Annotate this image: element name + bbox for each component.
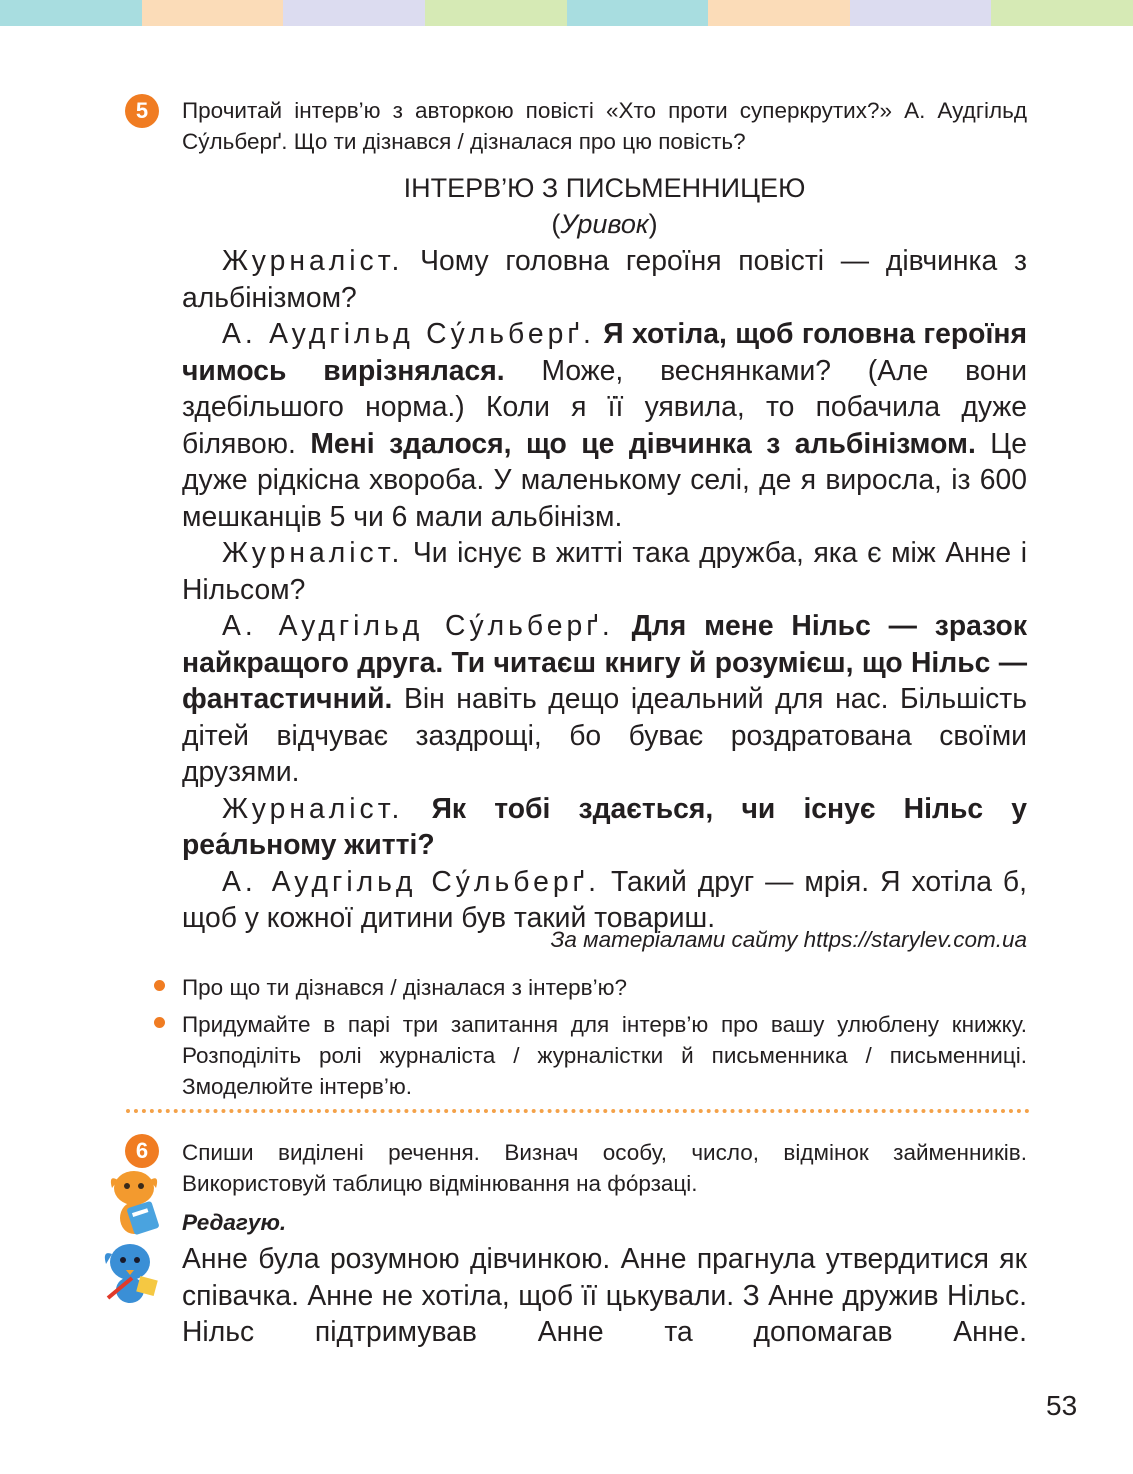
paragraph-text: Чому головна героїня повісті — дівчинка з альбінізмом? xyxy=(182,244,1027,313)
task-5-number-badge: 5 xyxy=(125,94,159,128)
list-item-text: Про що ти дізнався / дізналася з інтерв’ю? xyxy=(182,975,627,1000)
interview-title: ІНТЕРВ’Ю З ПИСЬМЕННИЦЕЮ xyxy=(403,173,806,203)
edit-exercise-text: Анне була розумною дівчинкою. Анне прагнула утвердитися як співачка. Анне не хотіла, щоб її цькували. З Анне дружив Нільс. Нільс підтримував Анне та допомагав Анне. xyxy=(182,1242,1027,1347)
top-color-bar xyxy=(0,0,1133,26)
top-bar-segment xyxy=(850,0,992,26)
subtitle-text: Уривок xyxy=(560,209,649,239)
highlighted-sentence: Мені здалося, що це дівчинка з альбінізмом. xyxy=(310,426,976,459)
section-divider xyxy=(126,1109,1030,1113)
highlighted-sentence: Для мене Нільс — зразок найкращого друга. Ти читаєш книгу й розумієш, що Нільс — фантастичний. xyxy=(182,609,1027,714)
top-bar-segment xyxy=(991,0,1133,26)
question-list xyxy=(182,972,1027,1108)
interview-paragraph-5 xyxy=(182,790,1027,863)
interview-paragraph-2 xyxy=(182,315,1027,534)
edit-label: Редагую. xyxy=(182,1210,287,1235)
list-item xyxy=(182,972,1027,1003)
list-item-text: Придумайте в парі три запитання для інтерв’ю про вашу улюблену книжку. Розподіліть ролі журналіста / журналістки й письменника / письменниці. Змоделюйте інтерв’ю. xyxy=(182,1012,1027,1099)
interview-paragraph-3 xyxy=(182,534,1027,607)
source-citation: За матеріалами сайту https://starylev.com.ua xyxy=(550,927,1027,952)
highlighted-sentence: Я хотіла, щоб головна героїня чимось вирізнялася. xyxy=(182,317,1028,386)
paragraph-text: Такий друг — мрія. Я хотіла б, щоб у кожної дитини був такий товариш. xyxy=(182,864,1027,933)
task-5-instruction: Прочитай інтерв’ю з авторкою повісті «Хто проти суперкрутих?» А. Аудгільд Су́льберґ. Що ти дізнався / дізналася про цю повість? xyxy=(182,98,1027,154)
speaker-author: А. Аудгільд Су́льберґ. xyxy=(222,864,601,897)
subtitle-paren-close: ) xyxy=(648,209,658,239)
speaker-journalist: Журналіст. xyxy=(222,536,404,568)
bullet-dot-icon xyxy=(154,1017,165,1028)
blue-mascot-pencil-icon xyxy=(100,1240,166,1306)
top-bar-segment xyxy=(567,0,709,26)
subtitle-paren-open: ( xyxy=(551,209,561,239)
interview-body xyxy=(182,242,1027,936)
speaker-journalist: Журналіст. xyxy=(222,791,404,824)
page-number: 53 xyxy=(1046,1390,1078,1421)
top-bar-segment xyxy=(425,0,567,26)
paragraph-text: Чи існує в житті така дружба, яка є між Анне і Нільсом? xyxy=(182,536,1027,605)
list-item xyxy=(182,1009,1027,1102)
interview-subtitle xyxy=(182,208,1027,240)
paragraph-text: Він навіть дещо ідеальний для нас. Більшість дітей відчуває заздрощі, бо буває роздратована своїми друзями. xyxy=(182,682,1027,787)
interview-paragraph-4 xyxy=(182,607,1027,790)
bullet-dot-icon xyxy=(154,980,165,991)
speaker-author: А. Аудгільд Су́льберґ. xyxy=(222,609,614,641)
speaker-author: А. Аудгільд Су́льберґ. xyxy=(222,317,595,349)
task-6-instruction: Спиши виділені речення. Визнач особу, число, відмінок займенників. Використовуй таблицю відмінювання на фо́рзаці. xyxy=(182,1140,1027,1196)
paragraph-text: Може, веснянками? (Але вони здебільшого норма.) Коли я її уявила, то побачила дуже білявою. xyxy=(182,353,1027,459)
top-bar-segment xyxy=(142,0,284,26)
top-bar-segment xyxy=(708,0,850,26)
top-bar-segment xyxy=(283,0,425,26)
paragraph-text: Це дуже рідкісна хвороба. У маленькому селі, де я виросла, із 600 мешканців 5 чи 6 мали альбінізм. xyxy=(182,426,1027,532)
interview-paragraph-1 xyxy=(182,242,1027,315)
highlighted-sentence: Як тобі здається, чи існує Нільс у реа́льному житті? xyxy=(182,791,1027,860)
speaker-journalist: Журналіст. xyxy=(222,244,404,276)
top-bar-segment xyxy=(0,0,142,26)
orange-mascot-notebook-icon xyxy=(104,1168,164,1238)
task-6-number-badge: 6 xyxy=(125,1134,159,1168)
